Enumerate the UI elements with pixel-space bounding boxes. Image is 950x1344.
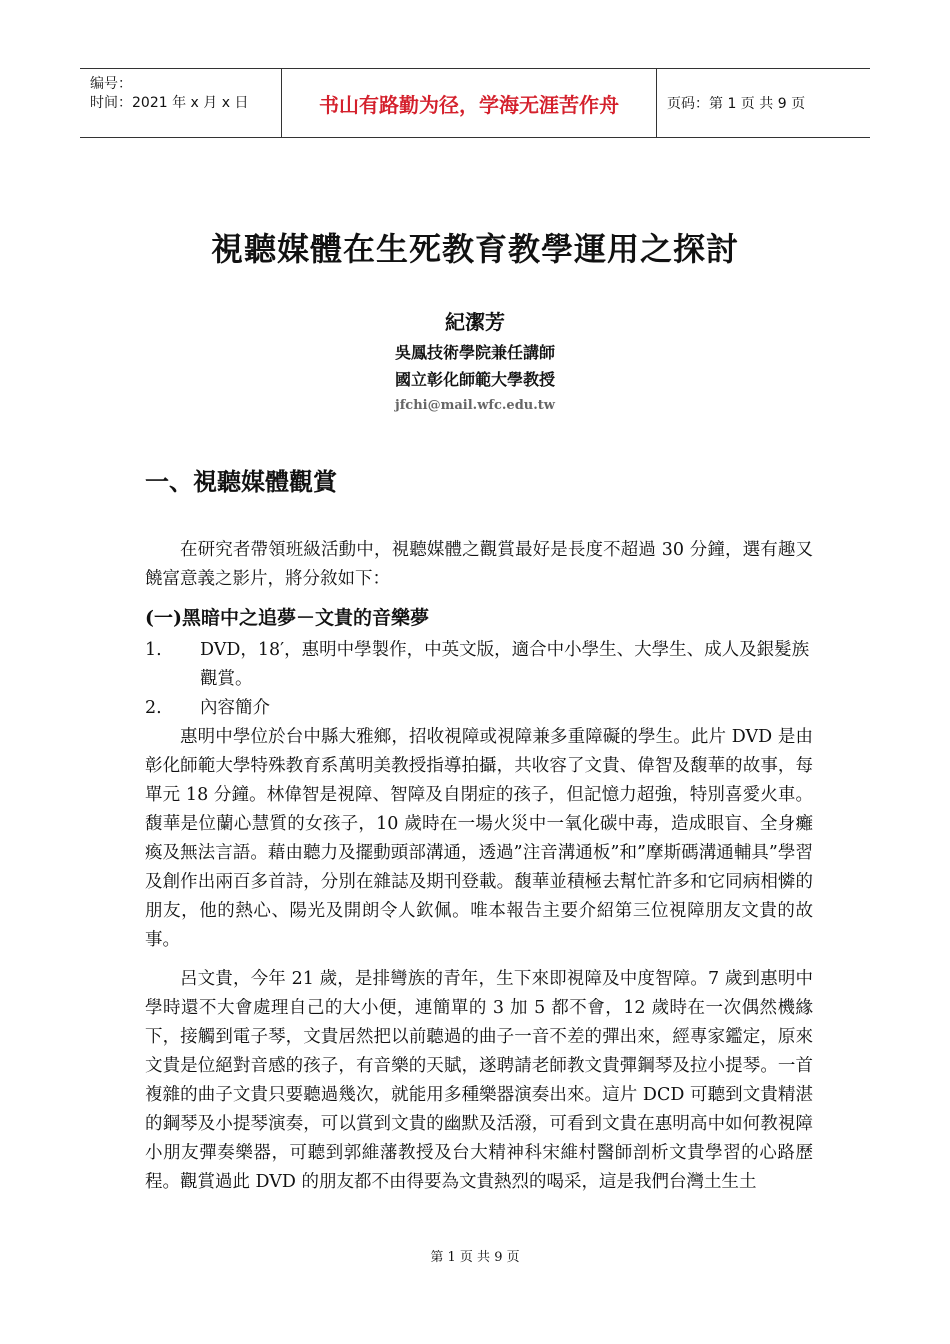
affiliation-2: 國立彰化師範大學教授 xyxy=(394,370,555,389)
content-paragraph-2 xyxy=(145,965,813,1197)
body-paragraph: 惠明中學位於台中縣大雅鄉，招收視障或視障兼多重障礙的學生。此片 DVD 是由彰化師範大學特殊教育系萬明美教授指導拍攝，共收容了文貴、偉智及馥華的故事，每單元 18 分鐘。林偉智是視障、智障及自閉症的孩子，但記憶力超強，特別喜愛火車。馥華是位蘭心慧質的女孩子，10 歲時在一場火災中一氧化碳中毒，造成眼盲、全身癱瘓及無法言語。藉由聽力及擺動頭部溝通，透過”注音溝通板”和”摩斯碼溝通輔具”學習及創作出兩百多首詩，分別在雜誌及期刊登載。馥華並積極去幫忙許多和它同病相憐的朋友，他的熱心、陽光及開朗令人欽佩。唯本報告主要介紹第三位視障朋友文貴的故事。 xyxy=(145,727,813,950)
list-number: 1. xyxy=(145,640,162,660)
affiliation-1: 吳鳳技術學院兼任講師 xyxy=(394,343,555,362)
body-paragraph: 呂文貴，今年 21 歲，是排彎族的青年，生下來即視障及中度智障。7 歲到惠明中學時還不大會處理自己的大小便，連簡單的 3 加 5 都不會，12 歲時在一次偶然機緣下，接觸到電子琴，文貴居然把以前聽過的曲子一音不差的彈出來，經專家鑑定，原來文貴是位絕對音感的孩子，有音樂的天賦，遂聘請老師教文貴彈鋼琴及拉小提琴。一首複雜的曲子文貴只要聽過幾次，就能用多種樂器演奏出來。這片 DCD 可聽到文貴精湛的鋼琴及小提琴演奏，可以賞到文貴的幽默及活潑，可看到文貴在惠明高中如何教視障小朋友彈奏樂器，可聽到郭維藩教授及台大精神科宋維村醫師剖析文貴學習的心路歷程。觀賞過此 DVD 的朋友都不由得要為文貴熱烈的喝采，這是我們台灣土生土 xyxy=(145,969,813,1192)
time-label: 时间：2021 年 x 月 x 日 xyxy=(90,95,249,111)
document-title: 視聽媒體在生死教育教學運用之探討 xyxy=(210,230,739,268)
author-email[interactable]: jfchi@mail.wfc.edu.tw xyxy=(395,398,555,413)
list-item xyxy=(145,694,813,723)
list-text: DVD，18′，惠明中學製作，中英文版，適合中小學生、大學生、成人及銀髮族觀賞。 xyxy=(200,640,810,689)
section-heading: 一、視聽媒體觀賞 xyxy=(145,467,337,496)
list-item xyxy=(145,636,813,694)
list-number: 2. xyxy=(145,698,162,718)
header-meta xyxy=(80,69,282,137)
number-label: 编号： xyxy=(90,76,132,92)
header-page-info: 页码：第 1 页 共 9 页 xyxy=(667,96,806,112)
section-intro xyxy=(145,536,813,594)
intro-paragraph: 在研究者帶領班級活動中，視聽媒體之觀賞最好是長度不超過 30 分鐘，選有趣又饒富意義之影片，將分敘如下： xyxy=(145,540,813,589)
subsection-heading: (一)黑暗中之追夢－文貴的音樂夢 xyxy=(145,607,429,629)
author-name: 紀潔芳 xyxy=(445,310,505,334)
page-footer: 第 1 页 共 9 页 xyxy=(430,1250,520,1265)
content-paragraph-1 xyxy=(145,723,813,955)
list-text: 內容簡介 xyxy=(200,698,270,718)
document-header xyxy=(80,68,870,138)
header-motto: 书山有路勤为径，学海无涯苦作舟 xyxy=(282,69,657,137)
